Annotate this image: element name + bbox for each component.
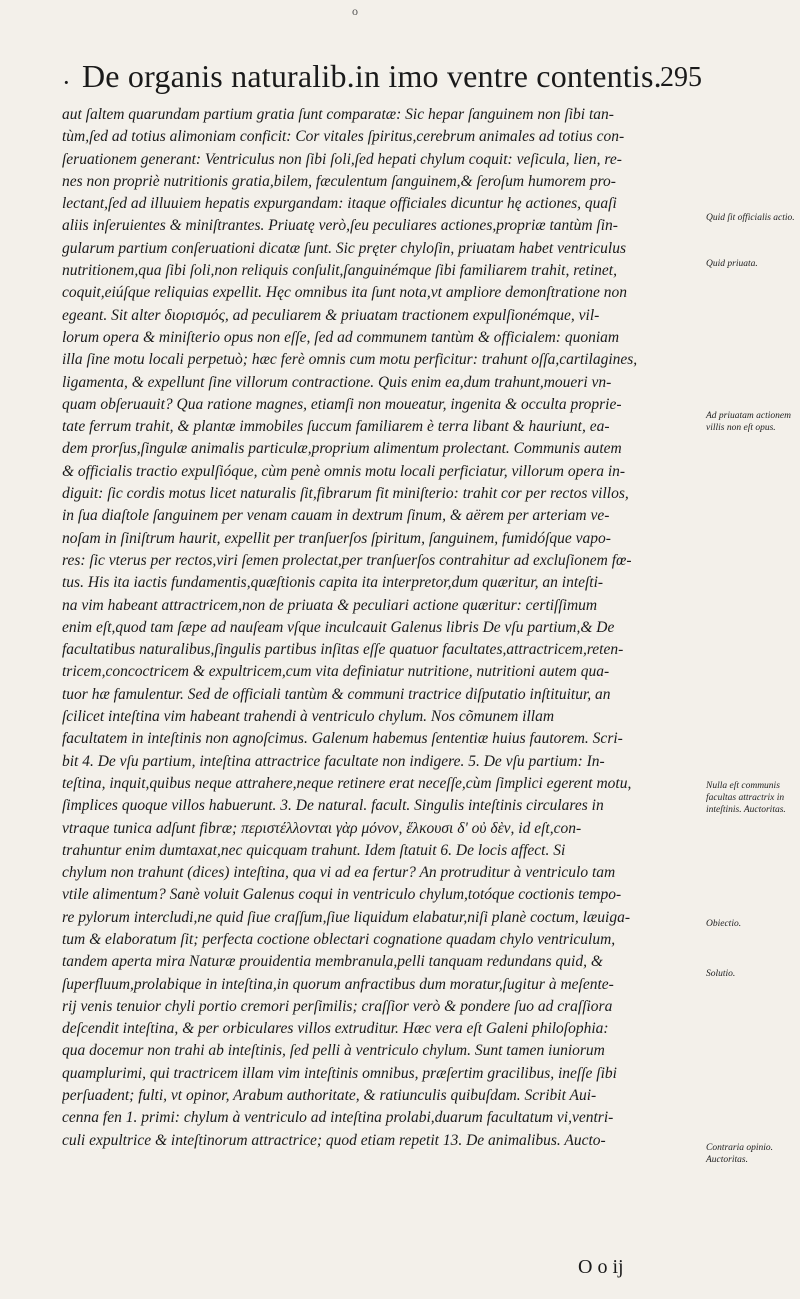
text-line: ſeruationem generant: Ventriculus non ſibi ſoli,ſed hepati chylum coquit: veſicula, lien, re- <box>62 150 622 168</box>
text-line: lectant,ſed ad illuuiem hepatis expurgandam: itaque officiales dicuntur hę actiones, quaſi <box>62 195 617 213</box>
text-line: tandem aperta mira Naturæ prouidentia membranula,pelli tanquam redundans quid, & <box>62 953 603 971</box>
text-line: coquit,eiúſque reliquias expellit. Hęc omnibus ita ſunt nota,vt ampliore demonſtratione non <box>62 284 627 302</box>
text-line: vtraque tunica adſunt fibræ; περιστέλλονται γὰρ μόνον, ἕλκουσι δ' οὐ δὲν, id eſt,con- <box>62 819 582 837</box>
text-line: ſuperfluum,prolabique in inteſtina,in quorum anfractibus dum moratur,ſugitur à meſente- <box>62 975 614 993</box>
margin-note: Contraria opinio. Auctoritas. <box>706 1143 774 1165</box>
text-line: ſcilicet inteſtina vim habeant trahendi à ventriculo chylum. Nos cõmunem illam <box>62 708 555 726</box>
text-line: cenna fen 1. primi: chylum à ventriculo ad inteſtina prolabi,duarum facultatum vi,ventri- <box>62 1109 614 1127</box>
text-line: enim eſt,quod tam ſæpe ad nauſeam vſque inculcauit Galenus libris De vſu partium,& De <box>62 618 615 636</box>
text-line: in ſua diaſtole ſanguinem per venam cauam in dextrum ſinum, & aërem per arteriam ve- <box>62 507 610 525</box>
text-line: ligamenta, & expellunt ſine villorum contractione. Quis enim ea,dum trahunt,moueri vn- <box>62 373 612 391</box>
text-line: gularum partium conſeruationi dicatæ ſunt. Sic pręter chyloſin, priuatam habet ventriculus <box>62 239 626 257</box>
text-line: na vim habeant attractricem,non de priuata & peculiari actione quæritur: certiſſimum <box>62 596 598 614</box>
top-mark: o <box>352 4 358 18</box>
text-line: nutritionem,qua ſibi ſoli,non reliquis conſulit,ſanguinémque ſibi familiarem trahit, retinet, <box>62 262 617 280</box>
text-line: vtile alimentum? Sanè voluit Galenus coqui in ventriculo chylum,totóque coctionis tempo- <box>62 886 622 904</box>
margin-note: Solutio. <box>706 969 736 979</box>
text-line: rij venis tenuior chyli portio cremori perſimilis; craſſior verò & pondere ſuo ad craſſiora <box>62 997 613 1015</box>
text-line: facultatibus naturalibus,ſingulis partibus inſitas eſſe quatuor facultates,attractricem,reten- <box>62 641 624 659</box>
margin-note: Quid ſit officialis actio. <box>706 213 795 223</box>
text-line: noſam in ſiniſtrum haurit, expellit per tranſuerſos ſpiritum, ſanguinem, fumidóſque vapo- <box>62 529 611 547</box>
text-line: lorum opera & miniſterio opus non eſſe, ſed ad communem tantùm & officialem: quoniam <box>62 328 620 346</box>
margin-note: Obiectio. <box>706 919 742 929</box>
text-line: aliis inſeruientes & miniſtrantes. Priuatę verò,ſeu peculiares actiones,propriæ tantùm ſin- <box>62 217 618 235</box>
text-line: res: ſic vterus per rectos,viri ſemen prolectat,per tranſuerſos contrahitur ad excluſionem fœ- <box>62 551 632 569</box>
text-line: tate ferrum trahit, & plantæ immobiles ſuccum familiarem è terra libant & hauriunt, ea- <box>62 418 610 436</box>
text-line: nes non propriè nutritionis gratia,bilem, fæculentum ſanguinem,& ſeroſum humorem pro- <box>62 172 616 190</box>
text-line: facultatem in inteſtinis non agnoſcimus. Galenum habemus ſententiæ huius fautorem. Scri- <box>62 730 623 748</box>
text-line: teſtina, inquit,quibus neque attrahere,neque retinere erat neceſſe,cùm ſimplici egerent motu, <box>62 774 632 792</box>
text-line: illa ſine motu locali perpetuò; hæc ferè omnis cum motu perficitur: trahunt oſſa,cartilagines, <box>62 351 638 369</box>
page-header <box>62 58 702 102</box>
text-line: ſimplices quoque villos habuerunt. 3. De natural. facult. Singulis inteſtinis circulares in <box>62 797 604 815</box>
text-line: tuor hæ famulentur. Sed de officiali tantùm & communi tractrice diſputatio inſtituitur, an <box>62 685 611 703</box>
text-line: dem prorſus,ſingulæ animalis particulæ,proprium alimentum prolectant. Communis autem <box>62 440 622 458</box>
text-line: bit 4. De vſu partium, inteſtina attractrice facultate non indigere. 5. De vſu partium: In- <box>62 752 605 770</box>
text-line: chylum non trahunt (dices) inteſtina, qua vi ad ea fertur? An protruditur à ventriculo tam <box>62 864 616 882</box>
body-text <box>62 104 704 1152</box>
text-line: tum & elaboratum ſit; perfecta coctione oblectari cognatione quadam chylo ventriculum, <box>62 930 616 948</box>
text-line: deſcendit inteſtina, & per orbiculares villos extruditur. Hæc vera eſt Galeni philoſophia: <box>62 1020 609 1038</box>
text-line: culi expultrice & inteſtinorum attractrice; quod etiam repetit 13. De animalibus. Aucto- <box>62 1131 606 1149</box>
margin-note: Ad priuatam actionem villis non eſt opus. <box>706 411 791 433</box>
text-line: perſuadent; fulti, vt opinor, Arabum authoritate, & ratiunculis quibuſdam. Scribit Aui- <box>62 1087 597 1105</box>
text-line: tus. His ita iactis fundamentis,quæſtionis capita ita interpretor,dum quæritur, an inteſti- <box>62 574 604 592</box>
text-line: diguit: ſic cordis motus licet naturalis ſit,fibrarum fit miniſterio: trahit cor per rectos villos, <box>62 485 629 503</box>
text-line: tùm,ſed ad totius alimoniam conficit: Cor vitales ſpiritus,cerebrum animales ad totius con- <box>62 128 625 146</box>
text-line: egeant. Sit alter διορισμός, ad peculiarem & priuatam tractionem expulſionémque, vil- <box>62 306 600 324</box>
margin-note: Quid priuata. <box>706 259 758 269</box>
header-dot: · <box>62 68 71 97</box>
text-line: tricem,concoctricem & expultricem,cum vita definiatur nutritione, nutritioni autem qua- <box>62 663 610 681</box>
text-line: qua docemur non trahi ab inteſtinis, ſed pelli à ventriculo chylum. Sunt tamen iuniorum <box>62 1042 605 1060</box>
margin-note: Nulla eſt communis facultas attractrix in inteſtinis. Auctoritas. <box>706 781 786 815</box>
page-number: 295 <box>660 62 702 93</box>
running-title: De organis naturalib.in imo ventre contentis. <box>82 58 662 94</box>
text-line: aut ſaltem quarundam partium gratia ſunt comparatæ: Sic hepar ſanguinem non ſibi tan- <box>62 106 614 123</box>
text-line: re pylorum intercludi,ne quid ſiue craſſum,ſiue liquidum elabatur,niſi planè coctum, læuiga- <box>62 908 630 926</box>
text-line: trahuntur enim dumtaxat,nec quicquam trahunt. Idem ſtatuit 6. De locis affect. Si <box>62 841 566 859</box>
text-line: & officialis tractio expulſióque, cùm penè omnis motu locali perficiatur, villorum opera in- <box>62 462 626 480</box>
text-line: quam obſeruauit? Qua ratione magnes, etiamſi non moueatur, ingenita & occulta proprie- <box>62 395 622 413</box>
text-line: quamplurimi, qui tractricem illam vim inteſtinis omnibus, præſertim gracilibus, ineſſe ſibi <box>62 1064 617 1082</box>
signature-mark: O o ij <box>578 1256 624 1278</box>
